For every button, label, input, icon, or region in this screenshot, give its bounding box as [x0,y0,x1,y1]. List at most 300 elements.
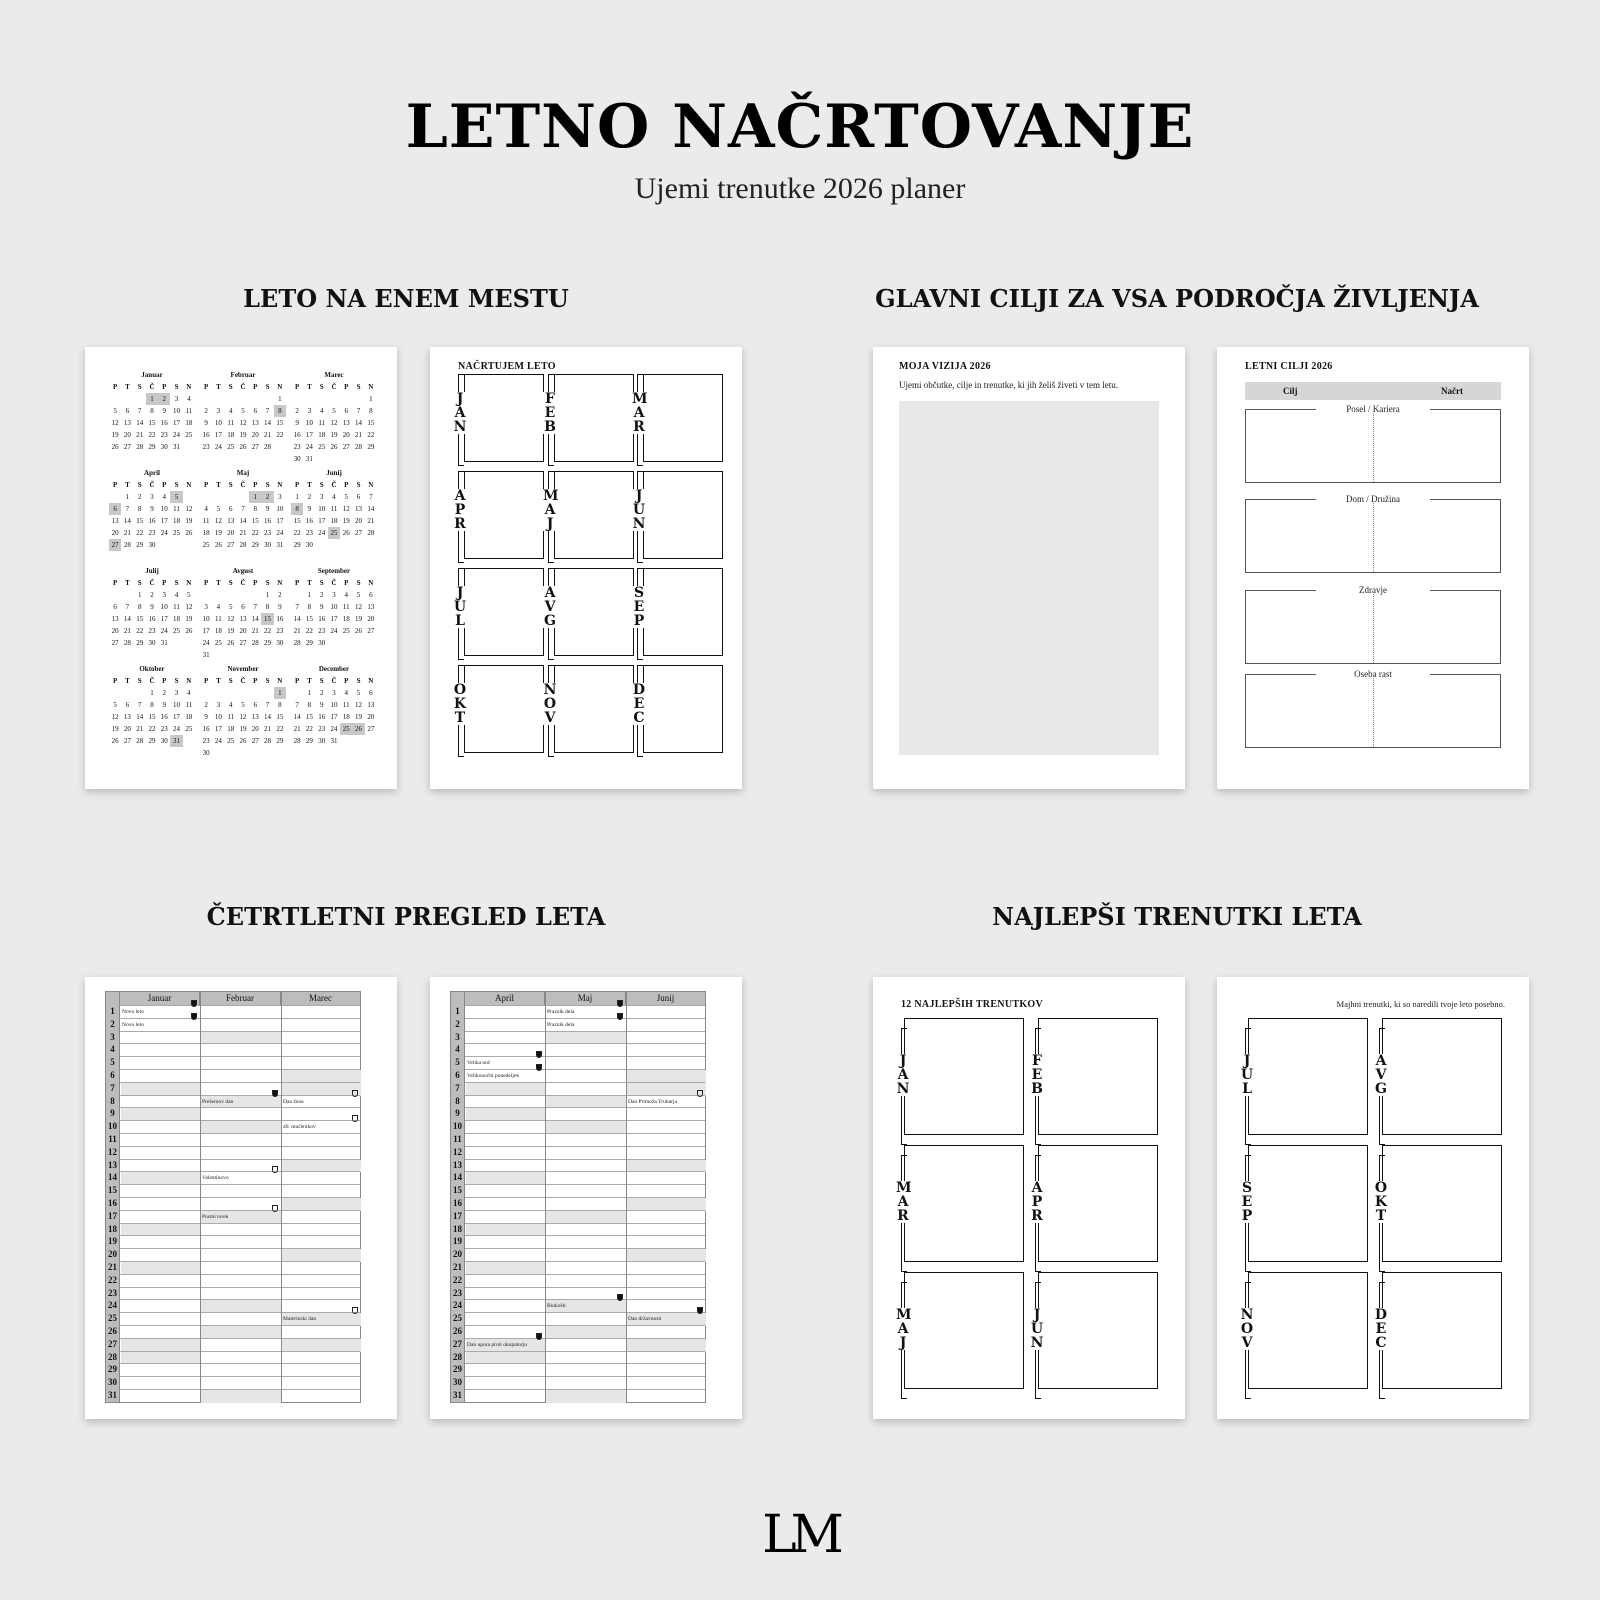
day-cell[interactable]: 23 [202,737,210,745]
day-cell[interactable] [316,453,328,465]
moment-box-jan[interactable] [904,1018,1024,1135]
day-cell[interactable] [261,393,273,405]
day-cell[interactable] [365,735,377,747]
goal-box[interactable] [1245,674,1501,748]
day-cell[interactable]: 3 [332,591,336,599]
day-cell[interactable] [237,747,249,759]
day-cell[interactable]: 3 [216,407,221,415]
day-cell[interactable]: 11 [227,713,235,721]
day-cell[interactable]: 5 [113,407,117,415]
day-cell[interactable]: 16 [148,517,156,525]
moment-box-jun[interactable] [1038,1272,1158,1389]
day-cell[interactable]: 18 [173,615,181,623]
day-cell[interactable]: 14 [367,505,375,513]
day-cell[interactable]: 1 [146,393,158,405]
day-cell[interactable]: 7 [137,701,142,709]
day-cell[interactable]: 26 [185,627,193,635]
day-cell[interactable]: 19 [355,713,363,721]
day-cell[interactable]: 16 [202,725,210,733]
day-cell[interactable]: 27 [367,627,375,635]
day-cell[interactable] [546,1390,626,1403]
day-cell[interactable]: 2 [307,493,312,501]
day-cell[interactable] [261,747,273,759]
day-cell[interactable]: 11 [330,505,338,513]
day-cell[interactable] [183,539,195,551]
day-cell[interactable]: 23 [293,443,301,451]
day-cell[interactable]: 17 [330,615,338,623]
day-cell[interactable]: 7 [295,603,299,611]
day-cell[interactable]: 31 [202,651,210,659]
day-cell[interactable] [282,1390,361,1403]
day-cell[interactable]: 2 [158,393,170,405]
day-cell[interactable]: 18 [330,517,338,525]
day-cell[interactable]: 6 [241,603,245,611]
day-cell[interactable]: 7 [265,407,270,415]
day-cell[interactable] [249,687,261,699]
day-cell[interactable]: 22 [305,725,313,733]
day-cell[interactable] [340,393,352,405]
day-cell[interactable]: 12 [355,701,363,709]
day-cell[interactable]: 8 [150,407,154,415]
day-cell[interactable]: 20 [367,713,375,721]
day-cell[interactable] [249,747,261,759]
day-cell[interactable]: 20 [251,431,259,439]
day-cell[interactable]: 15 [276,419,284,427]
day-cell[interactable]: 4 [344,689,349,697]
day-cell[interactable]: 10 [173,407,181,415]
day-cell[interactable]: 13 [123,419,131,427]
day-cell[interactable]: 30 [276,639,284,647]
day-cell[interactable] [183,441,195,453]
day-cell[interactable] [261,649,273,661]
day-cell[interactable]: 23 [318,627,326,635]
day-cell[interactable]: 13 [111,615,119,623]
day-cell[interactable]: 23 [160,725,168,733]
day-cell[interactable] [170,637,182,649]
day-cell[interactable]: 8 [137,505,142,513]
day-cell[interactable] [365,539,377,551]
day-cell[interactable]: 17 [276,517,284,525]
day-cell[interactable]: 2 [162,689,167,697]
day-cell[interactable]: 8 [274,405,286,417]
day-cell[interactable]: 17 [214,725,222,733]
day-cell[interactable]: 26 [239,737,247,745]
day-cell[interactable]: 7 [356,407,361,415]
day-cell[interactable]: 19 [239,725,247,733]
day-cell[interactable]: 17 [214,431,222,439]
day-cell[interactable]: 13 [239,615,247,623]
day-cell[interactable]: 11 [215,615,222,623]
day-cell[interactable]: 11 [185,407,193,415]
day-cell[interactable] [225,649,237,661]
day-cell[interactable]: 13 [355,505,363,513]
day-cell[interactable]: 12 [239,419,247,427]
day-cell[interactable]: 4 [228,407,233,415]
day-cell[interactable]: 22 [293,529,301,537]
day-cell[interactable]: 16 [148,615,156,623]
day-cell[interactable]: 21 [136,725,144,733]
day-cell[interactable]: 18 [214,627,222,635]
day-cell[interactable]: 27 [109,539,121,551]
day-cell[interactable]: 14 [293,713,301,721]
day-cell[interactable] [340,637,352,649]
moment-box-nov[interactable] [1248,1272,1368,1389]
day-cell[interactable]: 4 [174,591,179,599]
month-box-sep[interactable] [643,568,723,656]
day-cell[interactable] [109,491,121,503]
day-cell[interactable]: 3 [204,603,208,611]
day-cell[interactable]: 4 [187,395,191,403]
month-box-maj[interactable] [554,471,634,559]
day-cell[interactable]: 7 [295,701,299,709]
day-cell[interactable]: 27 [355,529,363,537]
day-cell[interactable] [249,393,261,405]
day-cell[interactable]: 19 [355,615,363,623]
day-cell[interactable]: 14 [239,517,247,525]
day-cell[interactable]: 16 [318,615,326,623]
day-cell[interactable] [225,393,237,405]
day-cell[interactable]: 30 [148,541,156,549]
day-cell[interactable]: 11 [227,419,235,427]
month-box-nov[interactable] [554,665,634,753]
day-cell[interactable]: 21 [367,517,375,525]
day-cell[interactable]: 27 [251,737,259,745]
day-cell[interactable]: 22 [251,529,259,537]
day-cell[interactable] [627,1390,706,1403]
day-cell[interactable]: 26 [239,443,247,451]
day-cell[interactable]: 21 [355,431,363,439]
day-cell[interactable]: 31 [276,541,284,549]
day-cell[interactable]: 24 [202,639,210,647]
day-cell[interactable]: 16 [318,713,326,721]
day-cell[interactable]: 19 [185,517,193,525]
month-box-mar[interactable] [643,374,723,462]
day-cell[interactable] [201,1390,281,1403]
day-cell[interactable]: 6 [113,603,117,611]
day-cell[interactable]: 14 [264,713,272,721]
month-box-dec[interactable] [643,665,723,753]
day-cell[interactable]: 13 [367,701,375,709]
day-cell[interactable]: 12 [214,517,222,525]
day-cell[interactable]: 4 [228,701,233,709]
day-cell[interactable]: 1 [307,591,312,599]
day-cell[interactable]: 25 [318,443,326,451]
day-cell[interactable]: 27 [227,541,235,549]
day-cell[interactable]: 23 [276,627,284,635]
day-cell[interactable]: 17 [305,431,313,439]
day-cell[interactable]: 28 [367,529,375,537]
day-cell[interactable] [249,649,261,661]
day-cell[interactable]: 16 [202,431,210,439]
day-cell[interactable]: 26 [111,737,119,745]
day-cell[interactable]: 7 [369,493,373,501]
day-cell[interactable]: 6 [125,701,130,709]
day-cell[interactable]: 30 [160,737,168,745]
day-cell[interactable] [200,393,212,405]
day-cell[interactable]: 27 [111,639,119,647]
vision-area[interactable] [899,401,1159,755]
day-cell[interactable]: 14 [251,615,259,623]
day-cell[interactable]: 26 [185,529,193,537]
day-cell[interactable]: 26 [227,639,235,647]
day-cell[interactable]: 13 [251,713,259,721]
day-cell[interactable]: 8 [253,505,258,513]
day-cell[interactable]: 29 [148,443,156,451]
day-cell[interactable]: 5 [332,407,336,415]
day-cell[interactable]: 1 [369,395,373,403]
day-cell[interactable]: 6 [356,493,361,501]
day-cell[interactable]: 31 [173,443,181,451]
day-cell[interactable]: 17 [202,627,210,635]
moment-box-sep[interactable] [1248,1145,1368,1262]
goal-box[interactable] [1245,409,1501,483]
day-cell[interactable]: 14 [123,615,131,623]
day-cell[interactable]: 6 [253,407,258,415]
day-cell[interactable]: 23 [148,627,156,635]
day-cell[interactable]: 15 [148,713,156,721]
day-cell[interactable]: 13 [123,713,131,721]
day-cell[interactable] [212,747,224,759]
day-cell[interactable] [340,453,352,465]
day-cell[interactable]: 11 [173,505,180,513]
day-cell[interactable]: 22 [276,431,284,439]
day-cell[interactable]: 4 [319,407,324,415]
day-cell[interactable]: 6 [369,591,373,599]
day-cell[interactable]: 20 [123,431,131,439]
day-cell[interactable]: 5 [356,689,361,697]
day-cell[interactable] [212,649,224,661]
day-cell[interactable]: 8 [291,503,303,515]
day-cell[interactable] [121,589,133,601]
month-box-jun[interactable] [643,471,723,559]
day-cell[interactable]: 29 [367,443,375,451]
moment-box-maj[interactable] [904,1272,1024,1389]
goal-box[interactable] [1245,499,1501,573]
day-cell[interactable] [316,539,328,551]
day-cell[interactable]: 7 [253,603,258,611]
day-cell[interactable] [261,687,273,699]
day-cell[interactable]: 14 [293,615,301,623]
day-cell[interactable] [109,687,121,699]
day-cell[interactable] [316,393,328,405]
moment-box-jul[interactable] [1248,1018,1368,1135]
day-cell[interactable]: 19 [214,529,222,537]
day-cell[interactable]: 6 [344,407,349,415]
day-cell[interactable]: 8 [150,701,154,709]
day-cell[interactable]: 19 [185,615,193,623]
day-cell[interactable]: 13 [251,419,259,427]
day-cell[interactable] [225,491,237,503]
day-cell[interactable]: 7 [125,505,130,513]
day-cell[interactable]: 19 [342,517,350,525]
day-cell[interactable] [200,491,212,503]
day-cell[interactable]: 10 [330,603,338,611]
day-cell[interactable]: 28 [136,737,144,745]
day-cell[interactable]: 12 [330,419,338,427]
day-cell[interactable]: 27 [251,443,259,451]
day-cell[interactable]: 18 [318,431,326,439]
day-cell[interactable]: 28 [264,737,272,745]
day-cell[interactable] [365,637,377,649]
day-cell[interactable]: 3 [174,395,179,403]
day-cell[interactable]: 28 [264,443,272,451]
day-cell[interactable] [225,589,237,601]
day-cell[interactable]: 31 [160,639,168,647]
day-cell[interactable]: 17 [318,517,326,525]
day-cell[interactable]: 20 [227,529,235,537]
day-cell[interactable]: 30 [305,541,313,549]
day-cell[interactable]: 22 [136,627,144,635]
day-cell[interactable]: 23 [264,529,272,537]
day-cell[interactable]: 27 [367,725,375,733]
day-cell[interactable]: 7 [125,603,130,611]
day-cell[interactable] [352,393,364,405]
day-cell[interactable] [352,539,364,551]
day-cell[interactable]: 5 [113,701,117,709]
day-cell[interactable]: 10 [276,505,284,513]
day-cell[interactable]: 1 [295,493,299,501]
day-cell[interactable]: 18 [202,529,210,537]
day-cell[interactable]: 29 [293,541,301,549]
day-cell[interactable] [340,735,352,747]
day-cell[interactable]: 5 [216,505,221,513]
day-cell[interactable] [121,393,133,405]
day-cell[interactable]: 20 [239,627,247,635]
moment-box-apr[interactable] [1038,1145,1158,1262]
day-cell[interactable]: 3 [216,701,221,709]
day-cell[interactable]: 23 [202,443,210,451]
day-cell[interactable]: 10 [330,701,338,709]
day-cell[interactable]: 21 [251,627,259,635]
day-cell[interactable]: 3 [150,493,154,501]
day-cell[interactable]: 12 [342,505,350,513]
day-cell[interactable]: 16 [160,419,168,427]
day-cell[interactable]: 11 [173,603,180,611]
day-cell[interactable]: 25 [227,443,235,451]
day-cell[interactable]: 2 [261,491,273,503]
day-cell[interactable]: 10 [202,615,210,623]
day-cell[interactable]: 12 [111,713,119,721]
day-cell[interactable]: 9 [319,701,324,709]
day-cell[interactable] [109,393,121,405]
day-cell[interactable]: 22 [148,431,156,439]
day-cell[interactable]: 30 [160,443,168,451]
day-cell[interactable]: 26 [342,529,350,537]
day-cell[interactable]: 11 [318,419,326,427]
day-cell[interactable]: 22 [136,529,144,537]
day-cell[interactable]: 12 [185,603,193,611]
day-cell[interactable]: 8 [307,603,312,611]
day-cell[interactable]: 2 [295,407,299,415]
day-cell[interactable] [183,637,195,649]
day-cell[interactable]: 25 [227,737,235,745]
day-cell[interactable]: 14 [136,419,144,427]
moment-box-feb[interactable] [1038,1018,1158,1135]
day-cell[interactable]: 30 [318,737,326,745]
day-cell[interactable]: 9 [150,603,154,611]
day-cell[interactable] [183,491,195,503]
day-cell[interactable]: 23 [305,529,313,537]
day-cell[interactable] [237,649,249,661]
day-cell[interactable]: 21 [239,529,247,537]
day-cell[interactable]: 16 [276,615,284,623]
day-cell[interactable]: 19 [330,431,338,439]
day-cell[interactable]: 28 [239,541,247,549]
day-cell[interactable]: 21 [293,725,301,733]
day-cell[interactable]: 4 [344,591,349,599]
day-cell[interactable]: 4 [216,603,221,611]
day-cell[interactable]: 28 [123,639,131,647]
day-cell[interactable]: 3 [319,493,324,501]
day-cell[interactable]: 17 [173,419,181,427]
day-cell[interactable]: 29 [148,737,156,745]
day-cell[interactable]: 4 [187,689,191,697]
day-cell[interactable] [274,649,286,661]
day-cell[interactable]: 3 [278,493,282,501]
day-cell[interactable]: 1 [265,591,270,599]
day-cell[interactable]: 2 [319,591,324,599]
day-cell[interactable]: 29 [276,737,284,745]
day-cell[interactable] [352,637,364,649]
day-cell[interactable]: 10 [173,701,181,709]
day-cell[interactable]: 28 [293,737,301,745]
day-cell[interactable]: 15 [305,615,313,623]
day-cell[interactable]: 29 [251,541,259,549]
day-cell[interactable]: 21 [123,529,131,537]
day-cell[interactable]: 11 [202,517,210,525]
day-cell[interactable]: 15 [136,517,144,525]
day-cell[interactable]: 3 [162,591,167,599]
day-cell[interactable]: 24 [318,529,326,537]
day-cell[interactable]: 26 [111,443,119,451]
day-cell[interactable]: 2 [137,493,142,501]
day-cell[interactable] [237,393,249,405]
day-cell[interactable]: 20 [123,725,131,733]
day-cell[interactable] [121,687,133,699]
day-cell[interactable]: 9 [307,505,312,513]
day-cell[interactable]: 8 [265,603,270,611]
day-cell[interactable]: 18 [185,419,193,427]
day-cell[interactable] [109,589,121,601]
day-cell[interactable]: 5 [241,701,245,709]
day-cell[interactable] [225,747,237,759]
day-cell[interactable]: 28 [136,443,144,451]
day-cell[interactable]: 17 [160,615,168,623]
day-cell[interactable]: 26 [330,443,338,451]
day-cell[interactable]: 12 [355,603,363,611]
day-cell[interactable] [134,393,146,405]
day-cell[interactable]: 16 [305,517,313,525]
day-cell[interactable]: 2 [204,701,208,709]
day-cell[interactable]: 15 [251,517,259,525]
day-cell[interactable]: 4 [162,493,167,501]
day-cell[interactable]: 27 [239,639,247,647]
day-cell[interactable]: 22 [367,431,375,439]
day-cell[interactable]: 27 [123,737,131,745]
day-cell[interactable] [291,393,303,405]
day-cell[interactable]: 20 [111,627,119,635]
day-cell[interactable]: 19 [239,431,247,439]
day-cell[interactable] [225,687,237,699]
day-cell[interactable]: 28 [251,639,259,647]
day-cell[interactable]: 24 [173,431,181,439]
day-cell[interactable]: 25 [328,527,340,539]
day-cell[interactable]: 1 [137,591,142,599]
day-cell[interactable]: 15 [136,615,144,623]
day-cell[interactable]: 10 [318,505,326,513]
day-cell[interactable]: 13 [367,603,375,611]
day-cell[interactable]: 9 [204,713,208,721]
